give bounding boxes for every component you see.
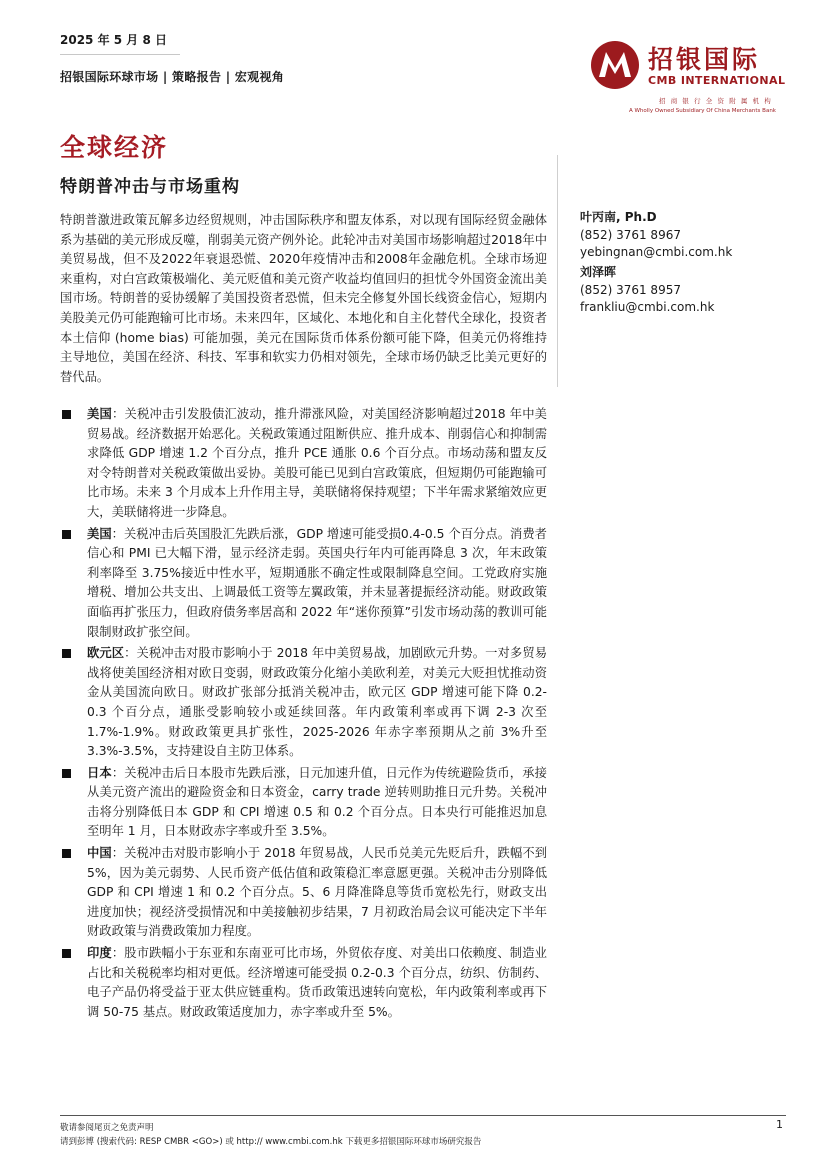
- key-point-text: ：关税冲击对股市影响小于 2018 年中美贸易战，加剧欧元升势。一对多贸易战将使美国经济相对欧日变弱，财政政策分化缩小美欧利差，对美元大贬担忧推动资金从美国流向欧日。财政扩张部分抵消关税冲击，欧元区 GDP 增速可能下降 0.2-0.3 个百分点，通胀受影响较小或延续回落。年内政策利率或再下调 2-3 次至 1.7%-1.9%。财政政策更具扩张性，2025-2026 年赤字率预期从之前 3%升至 3.3%-3.5%，支持建设自主防卫体系。: [87, 646, 547, 759]
- key-point-label: 中国: [87, 846, 112, 861]
- logo-tagline-en: A Wholly Owned Subsidiary Of China Merchants Bank: [628, 108, 776, 114]
- analyst-block: [580, 209, 732, 262]
- key-point-china: [60, 844, 547, 942]
- key-point-label: 美国: [87, 407, 112, 421]
- key-points-list: [60, 405, 547, 1024]
- header-divider: [60, 54, 180, 55]
- key-point-japan: [60, 764, 547, 842]
- bullet-square-icon: [62, 530, 71, 539]
- analyst-block: [580, 264, 714, 317]
- footer-disclaimer: 敬请参阅尾页之免责声明: [60, 1123, 154, 1133]
- bullet-square-icon: [62, 949, 71, 958]
- bullet-square-icon: [62, 849, 71, 858]
- key-point-label: 印度: [87, 946, 112, 961]
- key-point-eurozone: [60, 644, 547, 762]
- footer-download-link[interactable]: 请到彭博 (搜索代码: RESP CMBR <GO>) 或 http:// www.cmbi.com.hk 下载更多招银国际环球市场研究报告: [60, 1137, 482, 1147]
- key-point-us: [60, 405, 547, 523]
- key-point-label: 美国: [87, 526, 112, 541]
- analyst-email[interactable]: frankliu@cmbi.com.hk: [580, 300, 715, 314]
- analyst-name: 叶丙南, Ph.D: [580, 210, 657, 224]
- report-date: 2025 年 5 月 8 日: [60, 33, 167, 47]
- key-point-label: 日本: [87, 765, 112, 780]
- intro-paragraph: 特朗普激进政策瓦解多边经贸规则，冲击国际秩序和盟友体系，对以现有国际经贸金融体系为基础的美元形成反噬，削弱美元资产例外论。此轮冲击对美国市场影响超过2018年中美贸易战，但不及2022年衰退恐慌、2020年疫情冲击和2008年金融危机。全球市场迎来重构，对白宫政策极端化、美元贬值和美元资产收益均值回归的担忧令外国资金流出美国市场。特朗普的妥协缓解了美国投资者恐慌，但未完全修复外国长线资金信心，短期内美股美元仍可能跑输可比市场。未来四年，区域化、本地化和自主化替代全球化，投资者本土信仰 (home bias) 可能加强，美元在国际货币体系份额可能下降，但美元仍将维持主导地位，美国在经济、科技、军事和软实力仍相对领先，全球市场仍缺乏比美元更好的替代品。: [60, 213, 547, 384]
- key-point-text: ：关税冲击后日本股市先跌后涨，日元加速升值，日元作为传统避险货币，承接从美元资产流出的避险资金和日本资金，carry trade 逆转则助推日元升势。关税冲击将分别降低日本 GDP 和 CPI 增速 0.5 和 0.2 个百分点。日本央行可能推迟加息至明年 1 月，日本财政赤字率或升至 3.5%。: [87, 765, 547, 839]
- key-point-text: ：关税冲击后英国股汇先跌后涨，GDP 增速可能受损0.4-0.5 个百分点。消费者信心和 PMI 已大幅下滑，显示经济走弱。英国央行年内可能再降息 3 次，年末政策利率降至 3.75%接近中性水平，短期通胀不确定性或限制降息空间。工党政府实施增税、增加公共支出、上调最低工资等左翼政策，并未显著提振经济动能。财政政策面临再扩张压力，但政府债务率居高和 2022 年“迷你预算”引发市场动荡的教训可能限制财政扩张空间。: [87, 526, 547, 639]
- analyst-phone: (852) 3761 8957: [580, 282, 681, 297]
- cmbi-emblem-icon: [590, 40, 640, 90]
- footer-divider: [60, 1115, 786, 1116]
- bullet-square-icon: [62, 410, 71, 419]
- key-point-text: ：关税冲击引发股债汇波动，推升滞涨风险，对美国经济影响超过2018 年中美贸易战。经济数据开始恶化。关税政策通过阻断供应、推升成本、削弱信心和抑制需求降低 GDP 增速 1.2 个百分点，推升 PCE 通胀 0.6 个百分点。市场动荡和盟友反对令特朗普对关税政策做出妥协。美股可能已见到白宫政策底，但短期仍可能跑输可比市场。未来 3 个月成本上升作用主导，美联储将保持观望；下半年需求紧缩效应更大，美联储将进一步降息。: [87, 407, 547, 519]
- logo-name-en: CMB INTERNATIONAL: [648, 74, 786, 87]
- logo-name-cn: 招银国际: [648, 45, 761, 74]
- logo-tagline-cn: 招商银行全资附属机构: [659, 97, 776, 105]
- analyst-email[interactable]: yebingnan@cmbi.com.hk: [580, 245, 733, 259]
- key-point-uk: [60, 525, 547, 643]
- analyst-name: 刘泽晖: [580, 265, 617, 279]
- analyst-phone: (852) 3761 8967: [580, 227, 681, 242]
- cmbi-logo: [590, 36, 790, 120]
- page-number: 1: [776, 1118, 783, 1131]
- column-divider: [557, 155, 558, 387]
- report-title: 全球经济: [60, 133, 169, 162]
- bullet-square-icon: [62, 769, 71, 778]
- key-point-india: [60, 944, 547, 1022]
- report-subtitle: 特朗普冲击与市场重构: [60, 177, 240, 197]
- key-point-label: 欧元区: [87, 646, 125, 661]
- key-point-text: ：股市跌幅小于东亚和东南亚可比市场，外贸依存度、对美出口依赖度、制造业占比和关税税率均相对更低。经济增速可能受损 0.2-0.3 个百分点，纺织、仿制药、电子产品仍将受益于亚太供应链重构。货币政策迅速转向宽松，年内政策利率或再下调 50-75 基点。财政政策适度加力，赤字率或升至 5%。: [87, 946, 547, 1019]
- key-point-text: ：关税冲击对股市影响小于 2018 年贸易战，人民币兑美元先贬后升，跌幅不到 5%，因为美元弱势、人民币资产低估值和政策稳汇率意愿更强。关税冲击分别降低 GDP 和 CPI 增速 1 和 0.2 个百分点。5、6 月降准降息等货币宽松先行，财政支出进度加快；视经济受损情况和中美接触初步结果，7 月初政治局会议可能决定下半年财政政策与消费政策加力程度。: [87, 846, 547, 939]
- bullet-square-icon: [62, 649, 71, 658]
- report-series: 招银国际环球市场 | 策略报告 | 宏观视角: [60, 70, 285, 84]
